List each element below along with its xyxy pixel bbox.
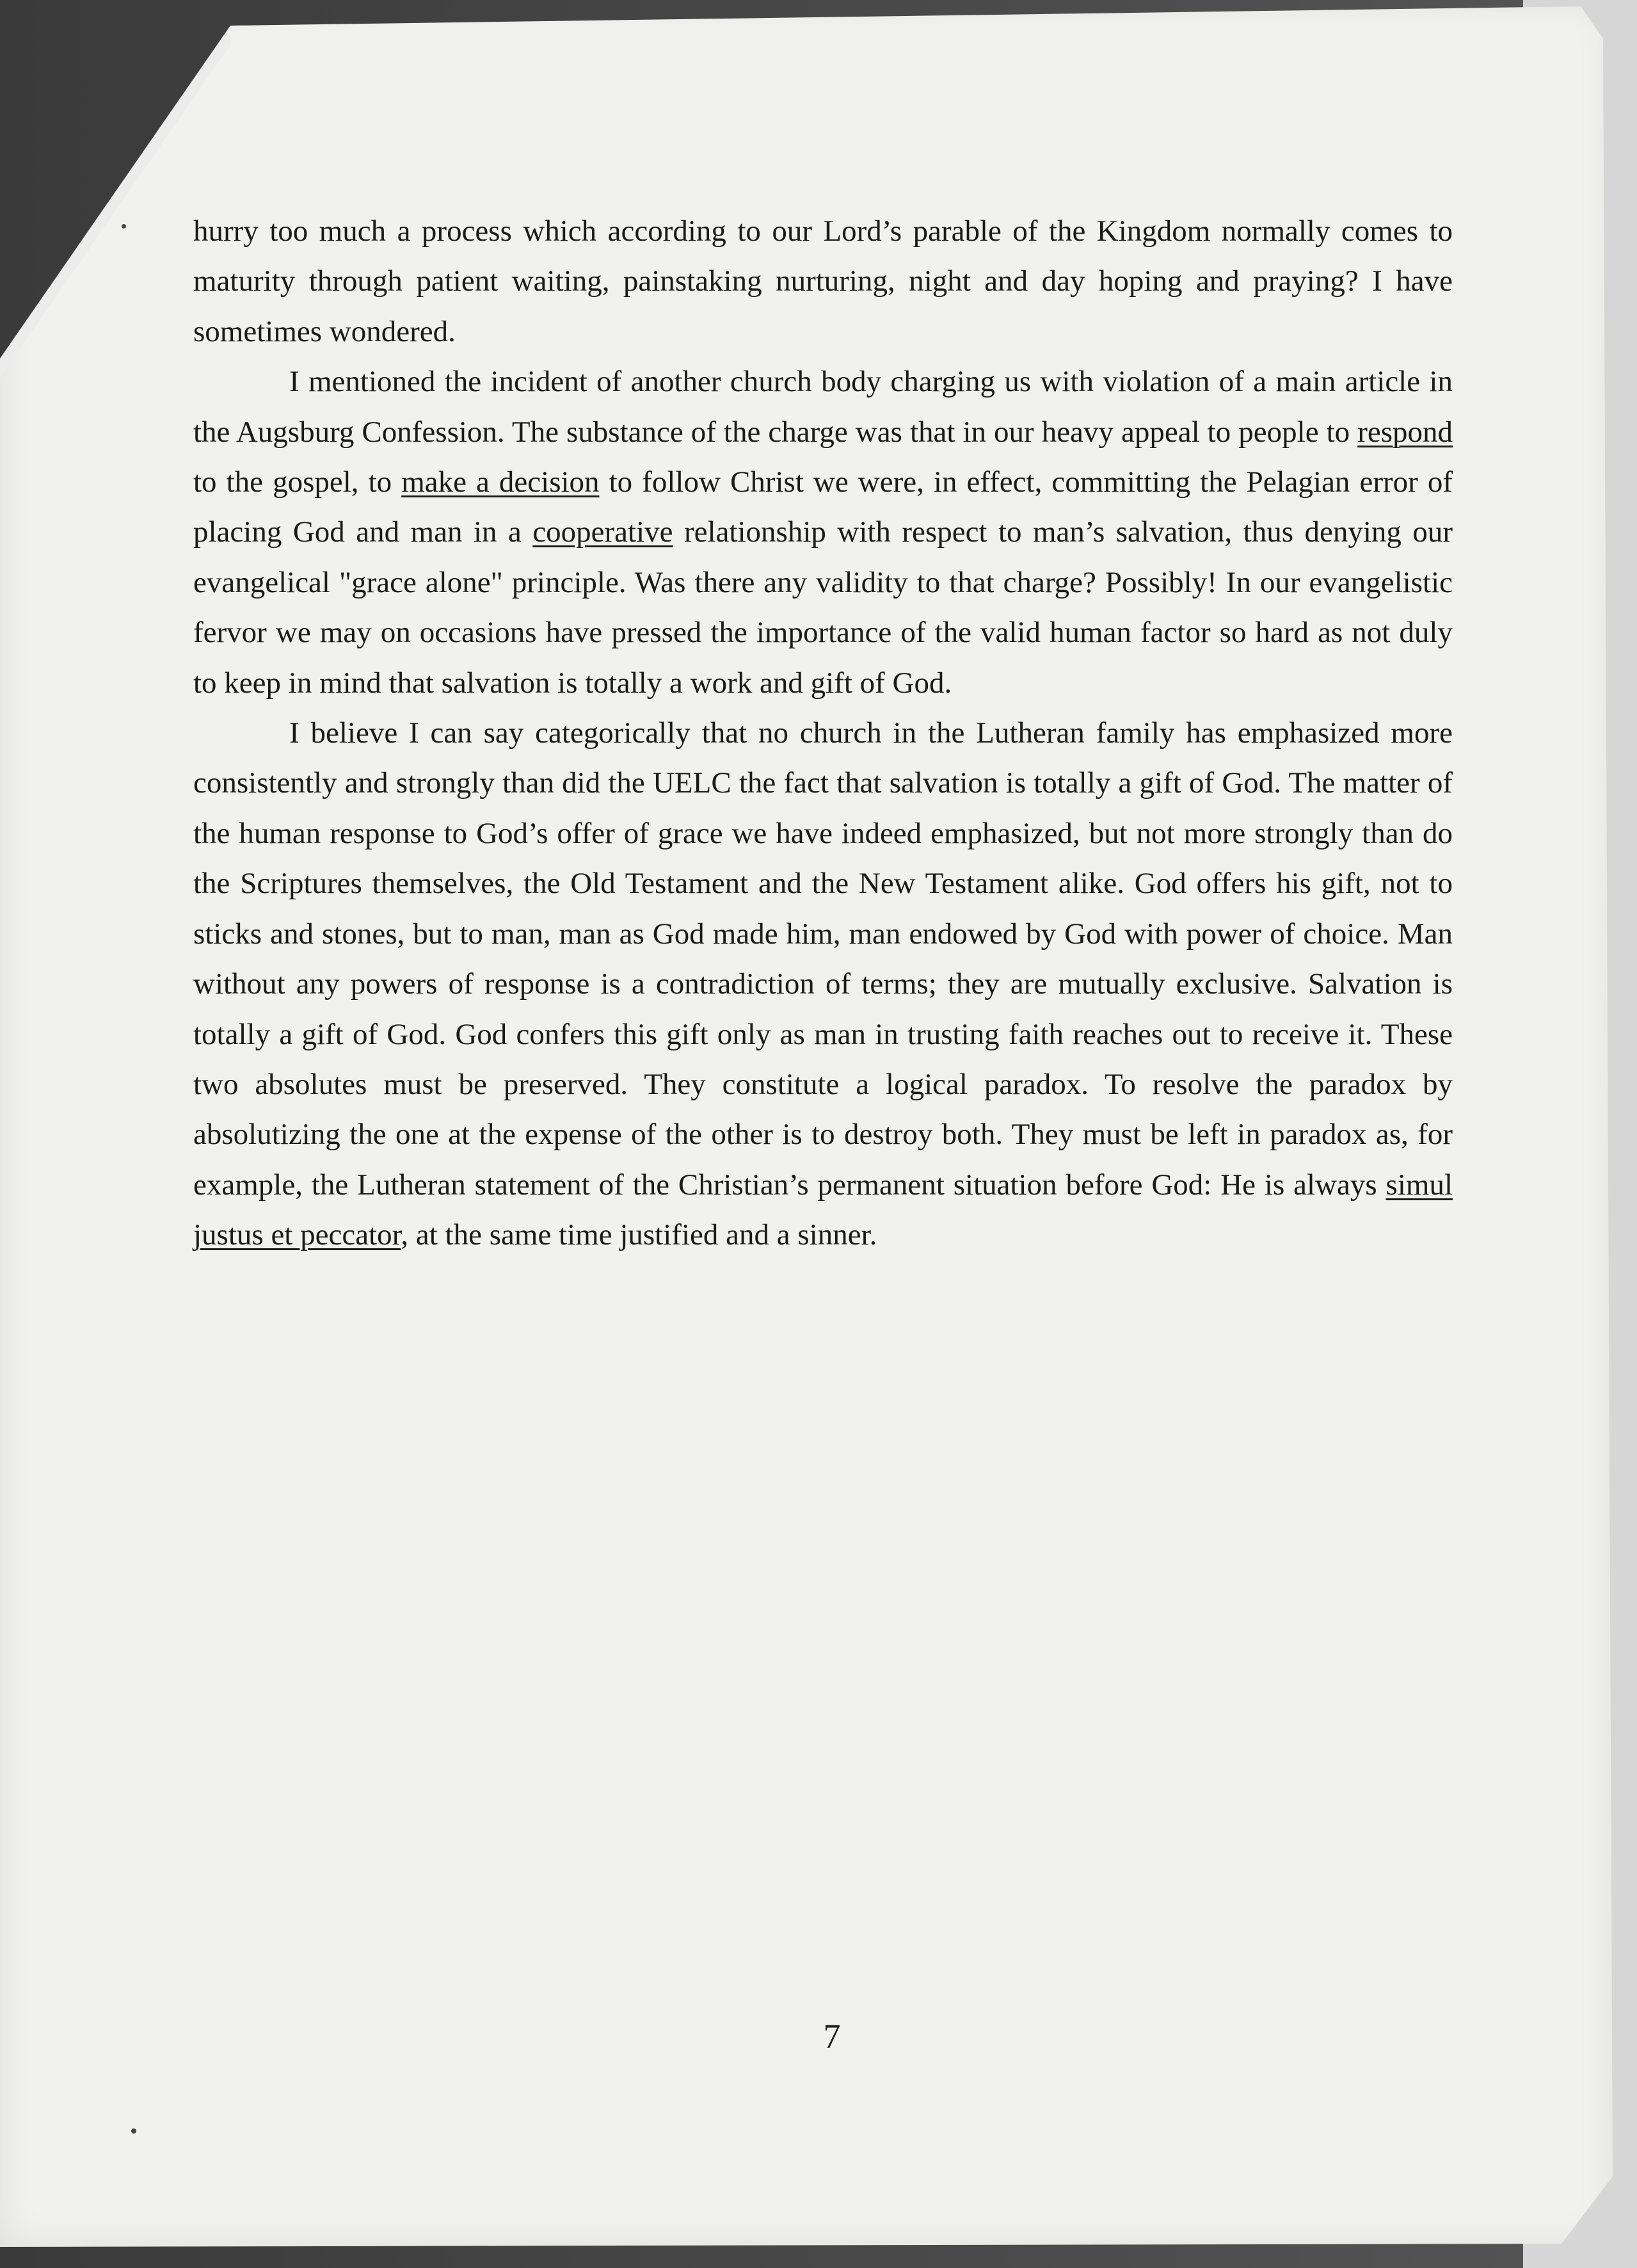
paragraph <box>193 206 1453 357</box>
text-run: to follow Christ we were, in effect, committing the Pelagian error of placing God and man in a <box>193 465 1453 549</box>
text-run: relationship with respect to man’s salvation, thus denying our evangelical "grace alone" principle. Was there any validity to that charge? Possibly! In our evangelistic fervor we may on occasions have pressed the importance of the valid human factor so hard as not duly to keep in mind that salvation is totally a work and gift of God. <box>193 515 1453 700</box>
scan-speck <box>131 2128 136 2134</box>
text-run: , at the same time justified and a sinner. <box>401 1218 877 1252</box>
text-run: hurry too much a process which according to our Lord’s parable of the Kingdom normally comes to maturity through patient waiting, painstaking nurturing, night and day hoping and praying? I have sometimes wondered. <box>193 214 1453 348</box>
text-run: I believe I can say categorically that no church in the Lutheran family has emphasized more consistently and strongly than did the UELC the fact that salvation is totally a gift of God. The matter of the human response to God’s offer of grace we have indeed emphasized, but not more strongly than do the Scriptures themselves, the Old Testament and the New Testament alike. God offers his gift, not to sticks and stones, but to man, man as God made him, man endowed by God with power of choice. Man without any powers of response is a contradiction of terms; they are mutually exclusive. Salvation is totally a gift of God. God confers this gift only as man in trusting faith reaches out to receive it. These two absolutes must be preserved. They constitute a logical paradox. To resolve the paradox by absolutizing the one at the expense of the other is to destroy both. They must be left in paradox as, for example, the Lutheran statement of the Christian’s permanent situation before God: He is always <box>193 716 1453 1202</box>
paragraph <box>193 357 1453 708</box>
text-run: to the gospel, to <box>193 465 402 499</box>
underlined-term: make a decision <box>401 465 600 499</box>
text-run: I mentioned the incident of another church body charging us with violation of a main article in the Augsburg Confession. The substance of the charge was that in our heavy appeal to people to <box>193 365 1453 449</box>
underlined-term: simul justus et peccator <box>193 1168 1453 1252</box>
scan-speck <box>122 224 126 229</box>
underlined-term: respond <box>1357 415 1453 449</box>
body-text <box>193 206 1453 1260</box>
underlined-term: cooperative <box>532 515 673 549</box>
paragraph <box>193 708 1453 1260</box>
page-number: 7 <box>823 2017 841 2055</box>
